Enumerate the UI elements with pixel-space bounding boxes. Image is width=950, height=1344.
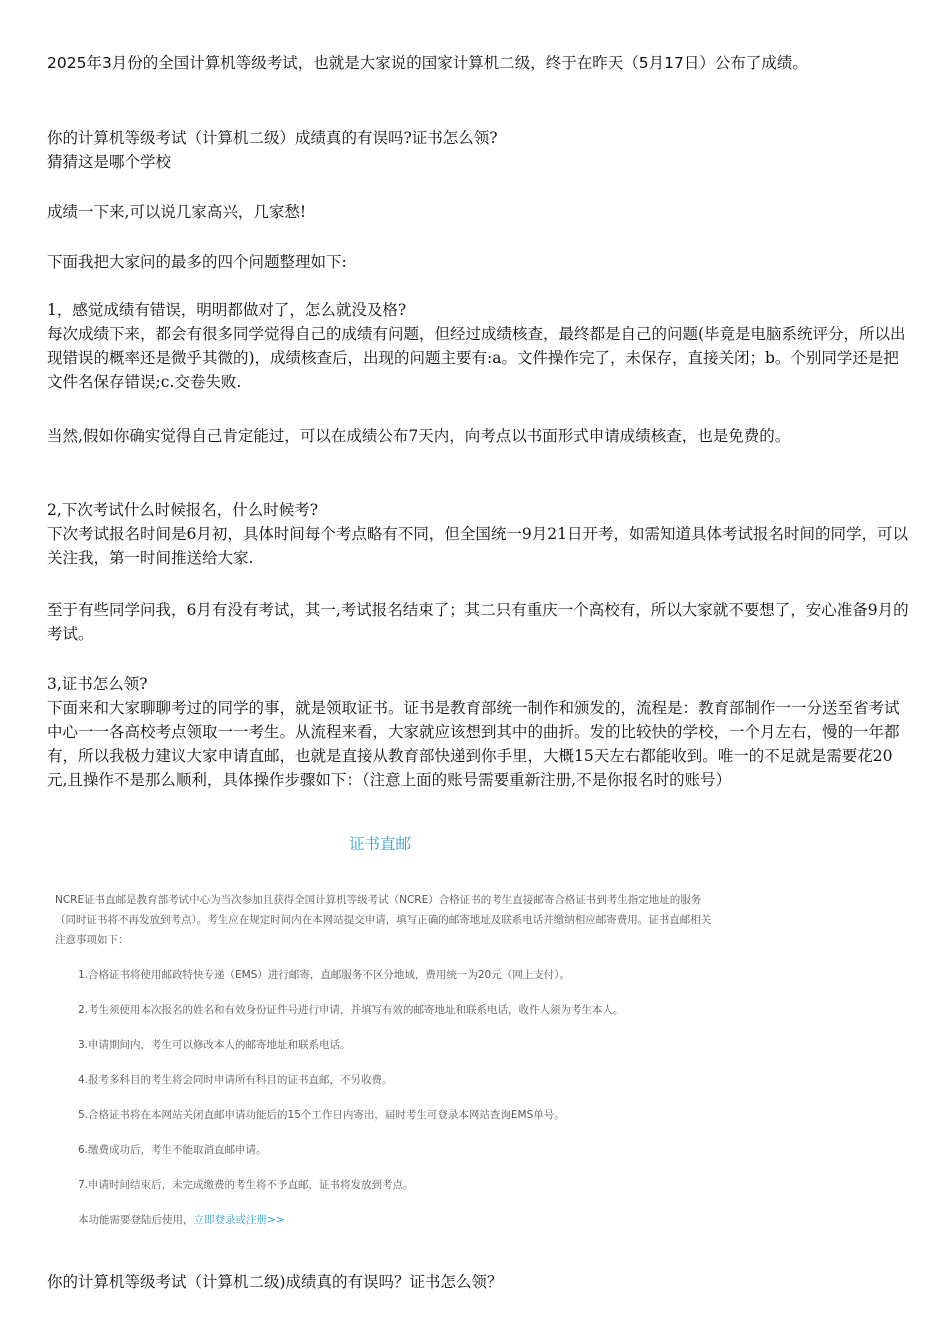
notice-item-4: 4.报考多科目的考生将会同时申请所有科目的证书直邮，不另收费。 [78, 1074, 393, 1086]
notice-item-2: 2.考生须使用本次报名的姓名和有效身份证件号进行申请，并填写有效的邮寄地址和联系电话，收件人须为考生本人。 [78, 1004, 624, 1016]
question-2-note: 至于有些同学问我，6月有没有考试，其一,考试报名结束了；其二只有重庆一个高校有，所以大家就不要想了，安心准备9月的考试。 [47, 601, 909, 643]
question-2-body: 下次考试报名时间是6月初，具体时间每个考点略有不同，但全国统一9月21日开考，如需知道具体考试报名时间的同学，可以关注我，第一时间推送给大家. [47, 525, 908, 567]
login-register-link[interactable]: 立即登录或注册>> [193, 1214, 285, 1226]
login-notice-text: 本功能需要登陆后使用， [78, 1214, 194, 1226]
question-1-note: 当然,假如你确实觉得自己肯定能过，可以在成绩公布7天内，向考点以书面形式申请成绩核查，也是免费的。 [47, 427, 791, 445]
certificate-mail-title: 证书直邮 [348, 835, 411, 853]
question-3-heading: 3,证书怎么领? [47, 675, 148, 693]
notice-item-7: 7.申请时间结束后，未完成缴费的考生将不予直邮，证书将发放到考点。 [78, 1179, 414, 1191]
notice-item-6: 6.缴费成功后，考生不能取消直邮申请。 [78, 1144, 267, 1156]
closing-question-line: 你的计算机等级考试（计算机二级)成绩真的有误吗？证书怎么领？ [47, 1273, 503, 1291]
notice-item-3: 3.申请期间内，考生可以修改本人的邮寄地址和联系电话。 [78, 1039, 351, 1051]
intro-paragraph: 2025年3月份的全国计算机等级考试，也就是大家说的国家计算机二级，终于在昨天（5月17日）公布了成绩。 [47, 54, 808, 72]
question-2-heading: 2,下次考试什么时候报名，什么时候考? [47, 501, 319, 519]
question-title-line: 你的计算机等级考试（计算机二级）成绩真的有误吗?证书怎么领? [47, 129, 498, 147]
question-1-heading: 1，感觉成绩有错误，明明都做对了，怎么就没及格? [47, 301, 407, 319]
results-mood-line: 成绩一下来,可以说几家高兴，几家愁! [47, 203, 307, 221]
notice-item-1: 1.合格证书将使用邮政特快专递（EMS）进行邮寄，直邮服务不区分地域，费用统一为20元（网上支付）。 [78, 969, 570, 981]
question-1-body: 每次成绩下来，都会有很多同学觉得自己的成绩有问题，但经过成绩核查，最终都是自己的问题(毕竟是电脑系统评分，所以出现错误的概率还是微乎其微的)，成绩核查后，出现的问题主要有:a。文件操作完了，未保存，直接关闭；b。个别同学还是把文件名保存错误;c.交卷失败. [47, 325, 906, 391]
four-questions-intro: 下面我把大家问的最多的四个问题整理如下: [47, 253, 347, 271]
notice-item-5: 5.合格证书将在本网站关闭直邮申请功能后的15个工作日内寄出，届时考生可登录本网站查询EMS单号。 [78, 1109, 565, 1121]
guess-school-line: 猜猜这是哪个学校 [47, 153, 172, 171]
question-3-body: 下面来和大家聊聊考过的同学的事，就是领取证书。证书是教育部统一制作和颁发的，流程是：教育部制作一一分送至省考试中心一一各高校考点领取一一考生。从流程来看，大家就应该想到其中的曲折。发的比较快的学校，一个月左右，慢的一年都有，所以我极力建议大家申请直邮，也就是直接从教育部快递到你手里，大概15天左右都能收到。唯一的不足就是需要花20元,且操作不是那么顺利，具体操作步骤如下：（注意上面的账号需要重新注册,不是你报名时的账号） [47, 699, 900, 789]
certificate-mail-intro: NCRE证书直邮是教育部考试中心为当次参加且获得全国计算机等级考试（NCRE）合格证书的考生直接邮寄合格证书到考生指定地址的服务（同时证书将不再发放到考点）。考生应在规定时间内在本网站提交申请，填写正确的邮寄地址及联系电话并缴纳相应邮寄费用。证书直邮相关注意事项如下： [55, 894, 712, 946]
login-notice [78, 1210, 728, 1230]
